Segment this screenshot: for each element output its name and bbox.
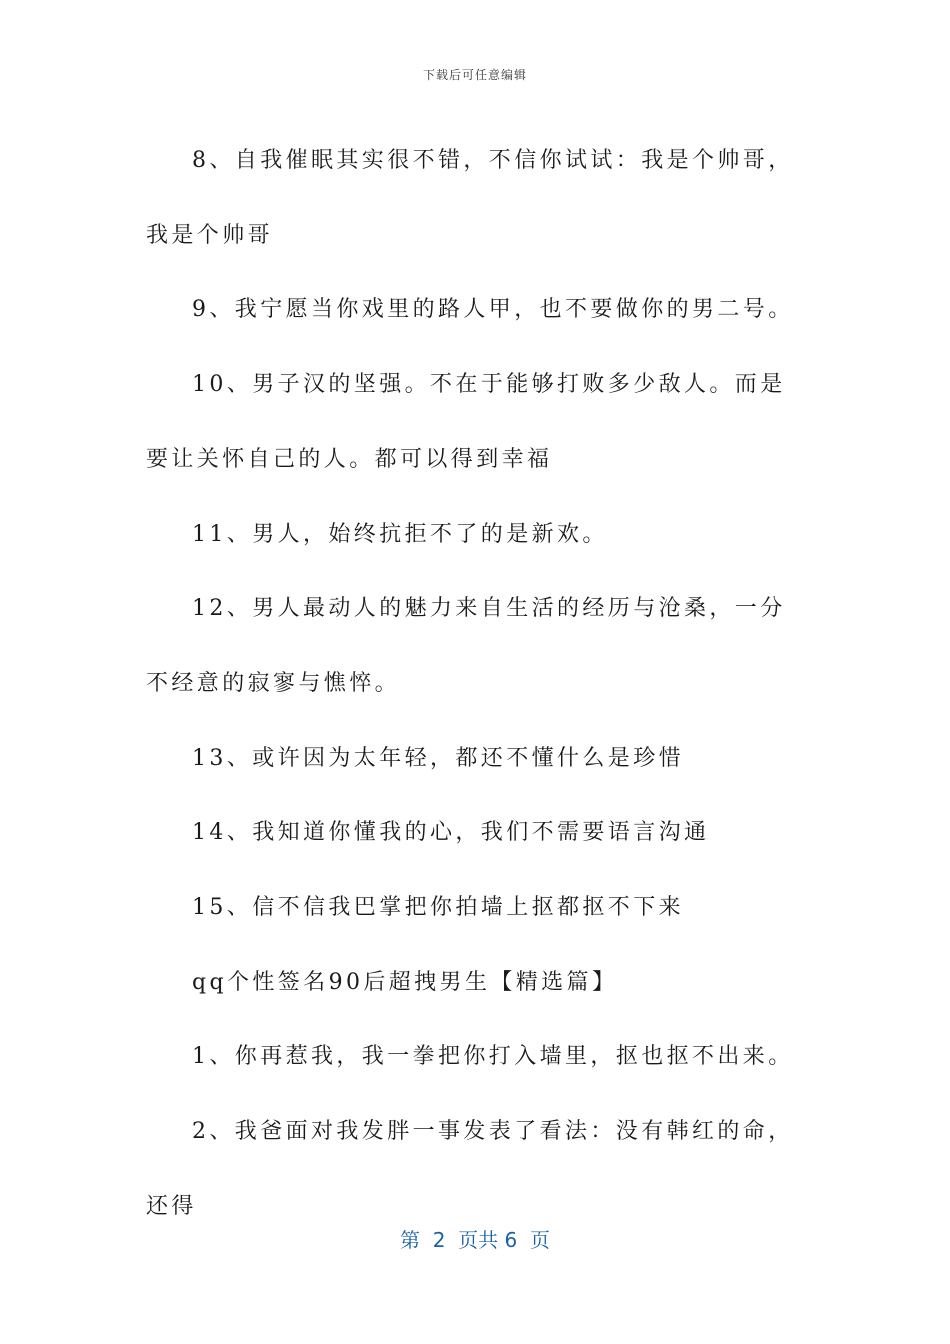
paragraph-item-1: 1、你再惹我，我一拳把你打入墙里，抠也抠不出来。 bbox=[192, 1044, 794, 1070]
header-note: 下载后可任意编辑 bbox=[422, 68, 527, 82]
page-indicator: 第 2 页共 6 页 bbox=[400, 1228, 550, 1252]
paragraph-item-10: 10、男子汉的坚强。不在于能够打败多少敌人。而是要让关怀自己的人。都可以得到幸福 bbox=[146, 372, 786, 472]
paragraph-item-11: 11、男人，始终抗拒不了的是新欢。 bbox=[192, 521, 608, 547]
paragraph-item-2: 2、我爸面对我发胖一事发表了看法：没有韩红的命，还得 bbox=[146, 1119, 794, 1219]
paragraph-item-9: 9、我宁愿当你戏里的路人甲，也不要做你的男二号。 bbox=[192, 297, 794, 323]
paragraph-item-15: 15、信不信我巴掌把你拍墙上抠都抠不下来 bbox=[192, 895, 684, 921]
paragraph-item-8: 8、自我催眠其实很不错，不信你试试：我是个帅哥，我是个帅哥 bbox=[146, 148, 794, 248]
document-body bbox=[146, 124, 806, 1245]
paragraph-item-14: 14、我知道你懂我的心，我们不需要语言沟通 bbox=[192, 820, 710, 846]
paragraph-item-13: 13、或许因为太年轻，都还不懂什么是珍惜 bbox=[192, 745, 684, 771]
section-heading: qq个性签名90后超拽男生【精选篇】 bbox=[192, 969, 618, 995]
paragraph-item-12: 12、男人最动人的魅力来自生活的经历与沧桑，一分不经意的寂寥与憔悴。 bbox=[146, 596, 786, 696]
